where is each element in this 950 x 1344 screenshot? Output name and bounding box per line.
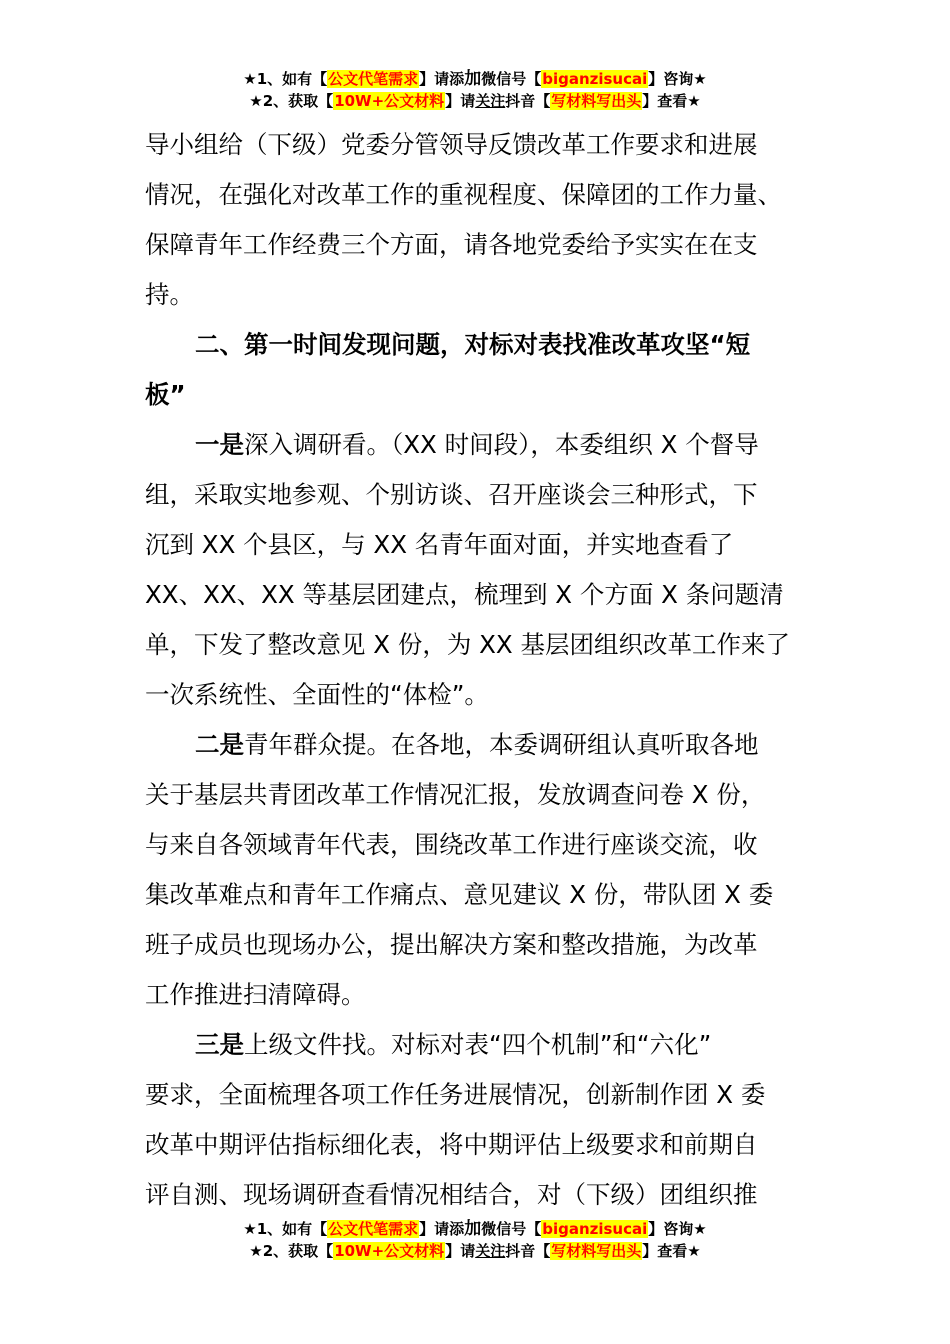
- banner-text: 】咨询★: [648, 1220, 707, 1238]
- banner-line-1: [0, 1218, 950, 1240]
- point-label: 二是: [195, 730, 244, 759]
- point-text: 深入调研看。（XX 时间段），本委组织 X 个督导: [244, 430, 759, 459]
- banner-text: 抖音【: [505, 92, 551, 110]
- banner-text: 】查看★: [642, 92, 701, 110]
- paragraph-line: 要求，全面梳理各项工作任务进展情况，创新制作团 X 委: [145, 1080, 766, 1109]
- paragraph-line: [145, 720, 815, 770]
- paragraph-line: 保障青年工作经费三个方面，请各地党委给予实实在在支: [145, 230, 758, 259]
- banner-highlight: 10W+公文材料: [334, 1242, 445, 1260]
- banner-highlight: 写材料写出头: [551, 1242, 642, 1260]
- point-label: 三是: [195, 1030, 244, 1059]
- banner-text: 加: [464, 1219, 482, 1239]
- paragraph-line: 集改革难点和青年工作痛点、意见建议 X 份，带队团 X 委: [145, 880, 774, 909]
- banner-text: 】请添: [419, 70, 465, 88]
- section-heading: 二、第一时间发现问题，对标对表找准改革攻坚“短: [195, 330, 751, 359]
- banner-highlight: 公文代笔需求: [328, 70, 419, 88]
- paragraph-line: 导小组给（下级）党委分管领导反馈改革工作要求和进展: [145, 130, 758, 159]
- paragraph-line: 单，下发了整改意见 X 份，为 XX 基层团组织改革工作来了: [145, 630, 791, 659]
- banner-text: ★1、如有【: [243, 1220, 328, 1238]
- banner-text: 】请: [445, 92, 476, 110]
- banner-text: 关注: [475, 92, 506, 110]
- banner-highlight: biganzisucai: [542, 1220, 648, 1238]
- section-heading-cont: 板”: [145, 380, 186, 409]
- point-text: 青年群众提。在各地，本委调研组认真听取各地: [244, 730, 759, 759]
- banner-line-2: [0, 90, 950, 112]
- banner-text: 】查看★: [642, 1242, 701, 1260]
- paragraph-line: 关于基层共青团改革工作情况汇报，发放调查问卷 X 份，: [145, 780, 766, 809]
- paragraph-line: 持。: [145, 280, 194, 309]
- banner-text: 抖音【: [505, 1242, 551, 1260]
- banner-text: 关注: [475, 1242, 506, 1260]
- banner-text: ★1、如有【: [243, 70, 328, 88]
- banner-highlight: 公文代笔需求: [328, 1220, 419, 1238]
- paragraph-line: 一次系统性、全面性的“体检”。: [145, 680, 489, 709]
- banner-text: 】请添: [419, 1220, 465, 1238]
- paragraph-line: 班子成员也现场办公，提出解决方案和整改措施，为改革: [145, 930, 758, 959]
- paragraph-line: 改革中期评估指标细化表，将中期评估上级要求和前期自: [145, 1130, 758, 1159]
- banner-text: 微信号【: [481, 70, 542, 88]
- banner-text: 】请: [445, 1242, 476, 1260]
- paragraph-line: [145, 420, 815, 470]
- paragraph-line: 工作推进扫清障碍。: [145, 980, 366, 1009]
- bottom-banner: [0, 1218, 950, 1262]
- paragraph-line: 与来自各领域青年代表，围绕改革工作进行座谈交流，收: [145, 830, 758, 859]
- banner-text: 微信号【: [481, 1220, 542, 1238]
- point-label: 一是: [195, 430, 244, 459]
- top-banner: [0, 68, 950, 112]
- paragraph-line: 沉到 XX 个县区，与 XX 名青年面对面，并实地查看了: [145, 530, 734, 559]
- banner-line-1: [0, 68, 950, 90]
- paragraph-line: 评自测、现场调研查看情况相结合，对（下级）团组织推: [145, 1180, 758, 1209]
- point-text: 上级文件找。对标对表“四个机制”和“六化”: [244, 1030, 712, 1059]
- banner-text: ★2、获取【: [249, 1242, 334, 1260]
- paragraph-line: 组，采取实地参观、个别访谈、召开座谈会三种形式，下: [145, 480, 758, 509]
- paragraph-line: 情况，在强化对改革工作的重视程度、保障团的工作力量、: [145, 180, 782, 209]
- banner-text: 加: [464, 69, 482, 89]
- banner-text: ★2、获取【: [249, 92, 334, 110]
- banner-highlight: 10W+公文材料: [334, 92, 445, 110]
- document-body: [145, 120, 815, 1220]
- paragraph-line: [145, 1020, 815, 1070]
- banner-highlight: 写材料写出头: [551, 92, 642, 110]
- paragraph-line: XX、XX、XX 等基层团建点，梳理到 X 个方面 X 条问题清: [145, 580, 784, 609]
- banner-highlight: biganzisucai: [542, 70, 648, 88]
- banner-line-2: [0, 1240, 950, 1262]
- banner-text: 】咨询★: [648, 70, 707, 88]
